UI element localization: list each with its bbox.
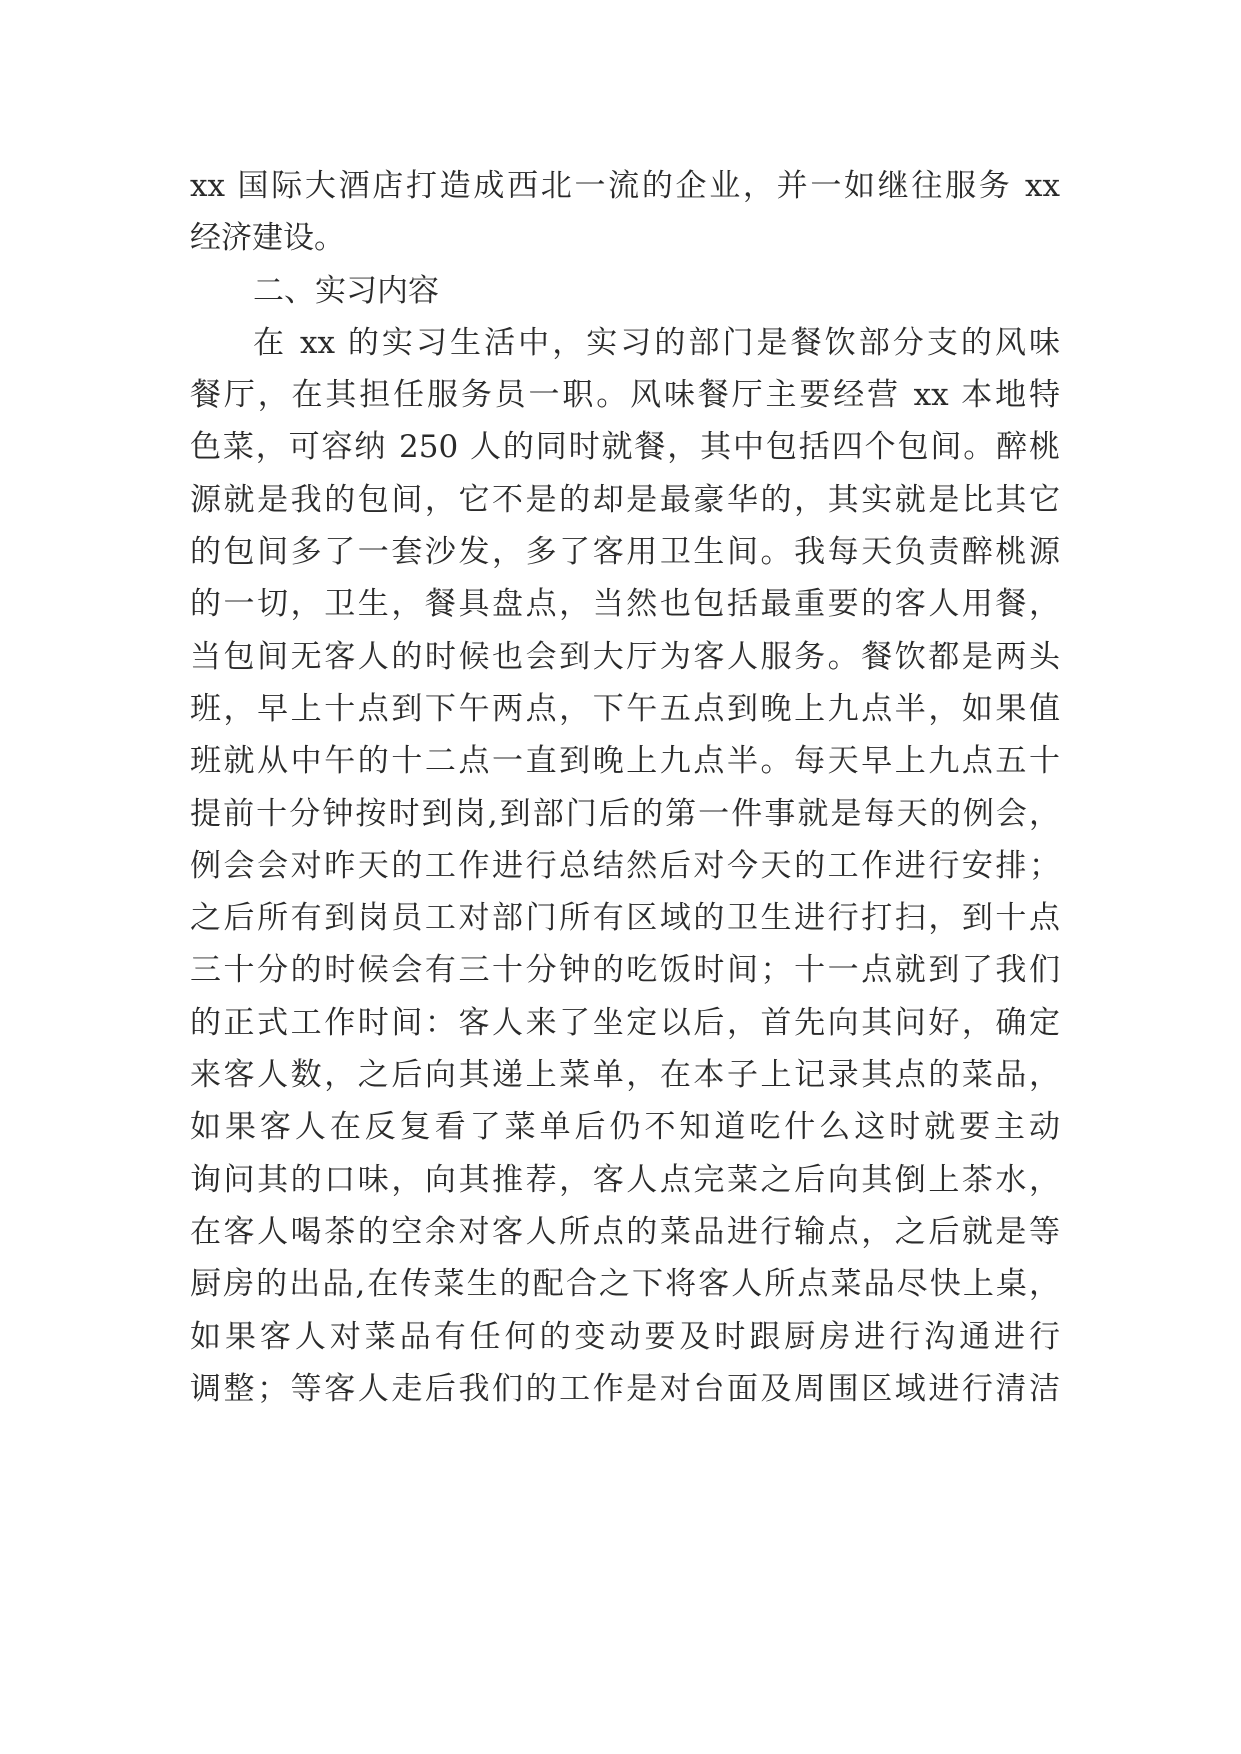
text-line: 之后所有到岗员工对部门所有区域的卫生进行打扫，到十点 [190, 900, 1060, 937]
text-line: 在 xx 的实习生活中，实习的部门是餐饮部分支的风味 [253, 324, 1060, 361]
text-line: 的一切，卫生，餐具盘点，当然也包括最重要的客人用餐， [190, 586, 1060, 623]
text-line: 来客人数，之后向其递上菜单，在本子上记录其点的菜品， [190, 1057, 1060, 1094]
text-line: 三十分的时候会有三十分钟的吃饭时间；十一点就到了我们 [190, 952, 1060, 989]
text-line: 如果客人对菜品有任何的变动要及时跟厨房进行沟通进行 [190, 1318, 1060, 1355]
text-line: 源就是我的包间，它不是的却是最豪华的，其实就是比其它 [190, 481, 1060, 518]
text-line: 班，早上十点到下午两点，下午五点到晚上九点半，如果值 [190, 690, 1060, 727]
text-line: 色菜，可容纳 250 人的同时就餐，其中包括四个包间。醉桃 [190, 429, 1060, 466]
text-line: 班就从中午的十二点一直到晚上九点半。每天早上九点五十 [190, 743, 1060, 780]
text-line: 在客人喝茶的空余对客人所点的菜品进行输点，之后就是等 [190, 1213, 1060, 1250]
body-text [190, 160, 1060, 1415]
text-line: 如果客人在反复看了菜单后仍不知道吃什么这时就要主动 [190, 1109, 1060, 1146]
text-line: 厨房的出品,在传菜生的配合之下将客人所点菜品尽快上桌， [190, 1266, 1060, 1303]
text-line: 的包间多了一套沙发，多了客用卫生间。我每天负责醉桃源 [190, 534, 1060, 571]
section-heading: 二、实习内容 [253, 272, 439, 309]
text-line: 询问其的口味，向其推荐，客人点完菜之后向其倒上茶水， [190, 1161, 1060, 1198]
text-line: 的正式工作时间：客人来了坐定以后，首先向其问好，确定 [190, 1004, 1060, 1041]
text-line: 当包间无客人的时候也会到大厅为客人服务。餐饮都是两头 [190, 638, 1060, 675]
text-line: 提前十分钟按时到岗,到部门后的第一件事就是每天的例会， [190, 795, 1060, 832]
text-line: 调整；等客人走后我们的工作是对台面及周围区域进行清洁 [190, 1370, 1060, 1407]
text-line: 餐厅，在其担任服务员一职。风味餐厅主要经营 xx 本地特 [190, 377, 1060, 414]
text-line: 经济建设。 [190, 220, 345, 257]
text-line: 例会会对昨天的工作进行总结然后对今天的工作进行安排； [190, 847, 1060, 884]
text-line: xx 国际大酒店打造成西北一流的企业，并一如继往服务 xx [190, 168, 1060, 204]
